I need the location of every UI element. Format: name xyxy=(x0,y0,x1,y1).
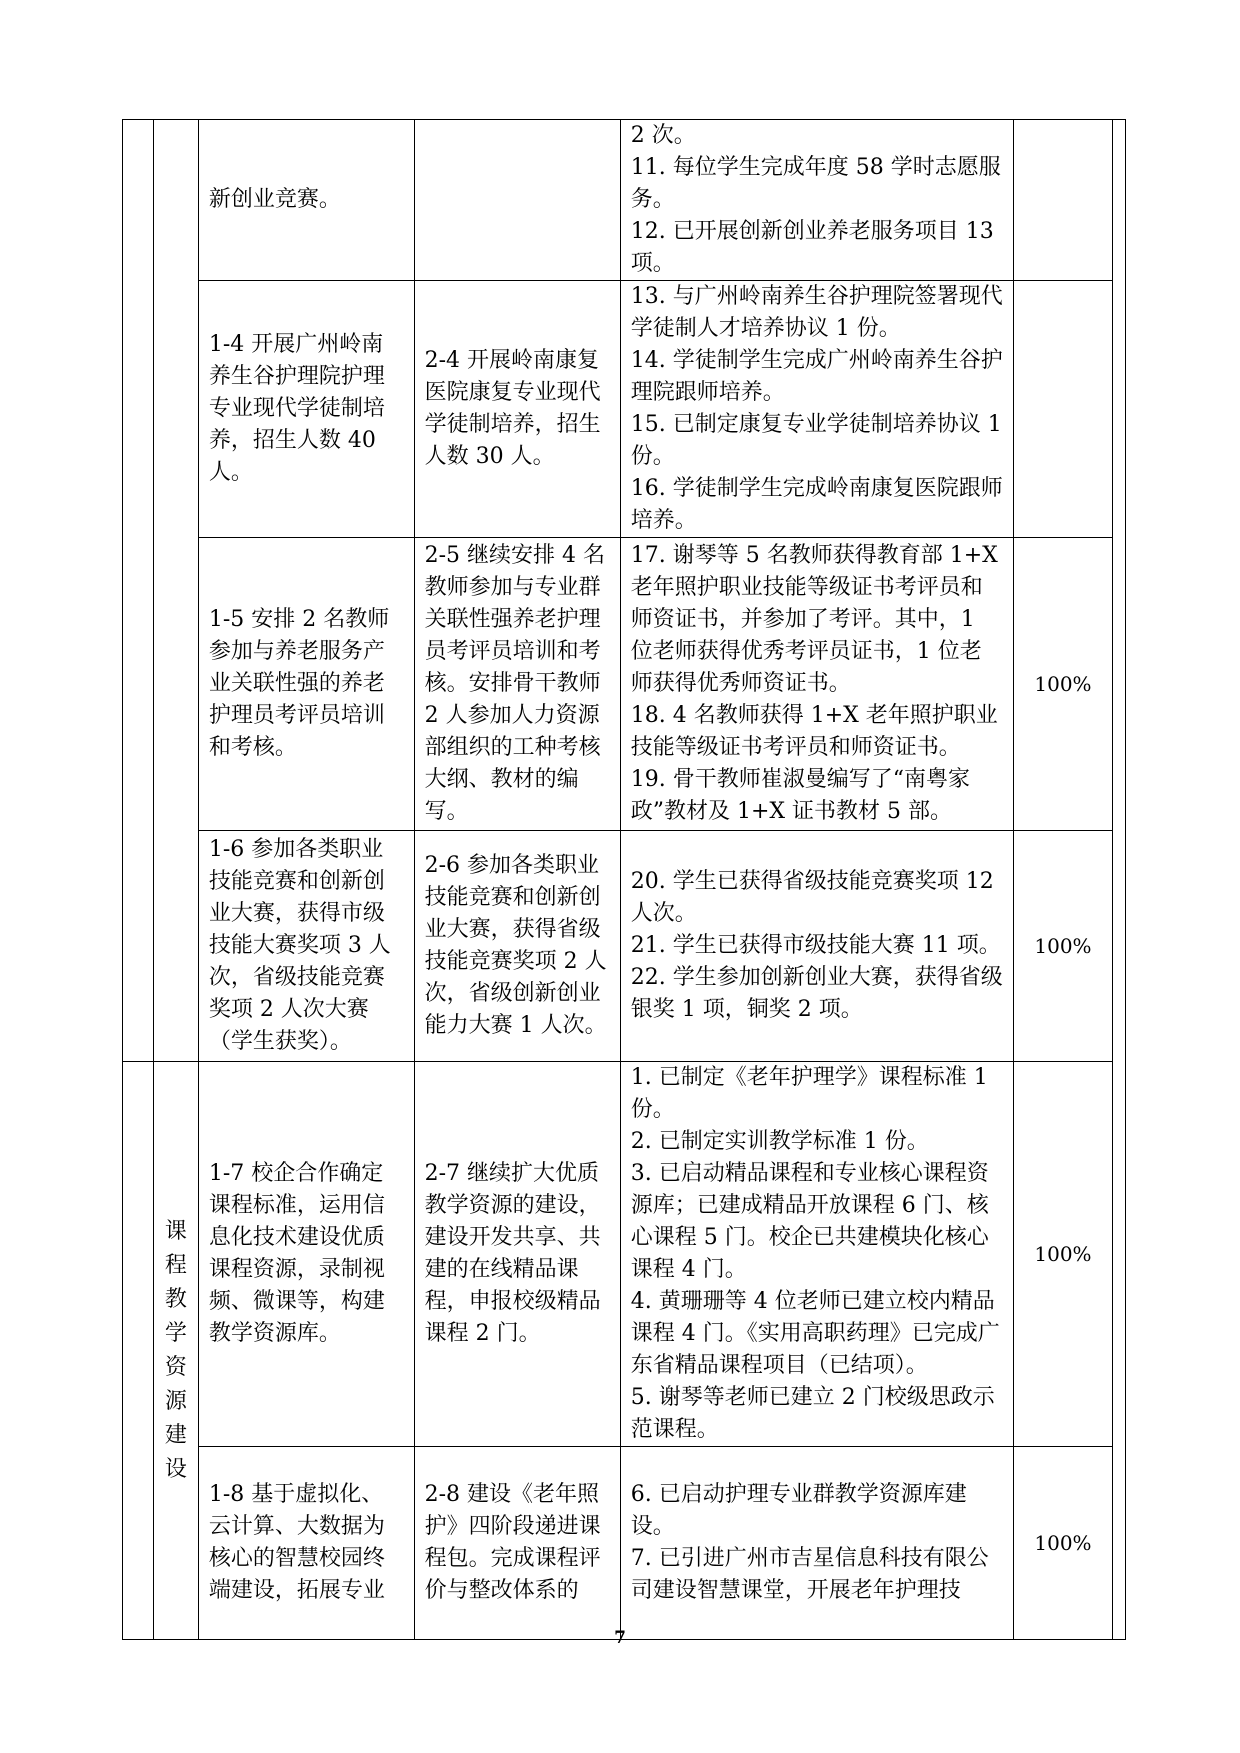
result-item: 2. 已制定实训教学标准 1 份。 xyxy=(630,1129,929,1154)
results-cell xyxy=(620,281,1013,538)
result-item: 3. 已启动精品课程和专业核心课程资源库；已建成精品开放课程 6 门、核心课程 5 门。校企已共建模块化核心课程 4 门。 xyxy=(630,1161,989,1282)
result-item: 1. 已制定《老年护理学》课程标准 1 份。 xyxy=(630,1065,988,1122)
result-item: 2 次。 xyxy=(630,123,696,148)
results-cell xyxy=(620,538,1013,831)
result-item: 22. 学生参加创新创业大赛，获得省级银奖 1 项，铜奖 2 项。 xyxy=(630,965,1003,1022)
goal-2024-cell xyxy=(414,831,620,1062)
results-cell xyxy=(620,1062,1013,1447)
outer-border-cell xyxy=(1113,120,1126,1640)
result-item: 14. 学徒制学生完成广州岭南养生谷护理院跟师培养。 xyxy=(630,348,1003,405)
result-item: 18. 4 名教师获得 1+X 老年照护职业技能等级证书考评员和师资证书。 xyxy=(630,703,998,760)
completion-rate: 100% xyxy=(1034,1242,1092,1266)
result-item: 6. 已启动护理专业群教学资源库建设。 xyxy=(630,1482,967,1539)
goal-2024-cell xyxy=(414,281,620,538)
goal-text: 2-6 参加各类职业技能竞赛和创新创业大赛，获得省级技能竞赛奖项 2 人次，省级创新创业能力大赛 1 人次。 xyxy=(424,853,607,1038)
result-item: 21. 学生已获得市级技能大赛 11 项。 xyxy=(630,933,1001,958)
goal-text: 1-6 参加各类职业技能竞赛和创新创业大赛，获得市级技能大赛奖项 3 人次，省级技能竞赛奖项 2 人次大赛（学生获奖）。 xyxy=(208,837,391,1054)
result-item: 17. 谢琴等 5 名教师获得教育部 1+X 老年照护职业技能等级证书考评员和师资证书，并参加了考评。其中，1 位老师获得优秀考评员证书，1 位老师获得优秀师资证书。 xyxy=(630,543,998,696)
table-row xyxy=(123,1062,1126,1447)
goal-2024-cell xyxy=(414,1062,620,1447)
result-item: 7. 已引进广州市吉星信息科技有限公司建设智慧课堂，开展老年护理技 xyxy=(630,1546,989,1603)
page-number: 7 xyxy=(614,1628,626,1648)
outer-border-cell xyxy=(123,1062,154,1640)
completion-rate-cell xyxy=(1013,1062,1112,1447)
goal-2023-cell xyxy=(198,831,414,1062)
completion-rate-cell xyxy=(1013,120,1112,281)
goal-text: 2-4 开展岭南康复医院康复专业现代学徒制培养，招生人数 30 人。 xyxy=(424,348,601,469)
category-label: 课程教学资源建设 xyxy=(164,1218,187,1482)
progress-table xyxy=(122,119,1126,1640)
results-cell xyxy=(620,831,1013,1062)
goal-2024-cell xyxy=(414,538,620,831)
goal-2024-cell xyxy=(414,120,620,281)
goal-text: 2-7 继续扩大优质教学资源的建设，建设开发共享、共建的在线精品课程，申报校级精品课程 2 门。 xyxy=(424,1161,601,1346)
completion-rate-cell xyxy=(1013,538,1112,831)
goal-2023-cell xyxy=(198,1062,414,1447)
completion-rate-cell xyxy=(1013,831,1112,1062)
table-row xyxy=(123,1447,1126,1640)
completion-rate: 100% xyxy=(1034,1531,1092,1555)
result-item: 4. 黄珊珊等 4 位老师已建立校内精品课程 4 门。《实用高职药理》已完成广东省精品课程项目（已结项）。 xyxy=(630,1289,1000,1378)
goal-text: 新创业竞赛。 xyxy=(208,187,341,212)
goal-2024-cell xyxy=(414,1447,620,1640)
result-item: 16. 学徒制学生完成岭南康复医院跟师培养。 xyxy=(630,476,1003,533)
result-item: 13. 与广州岭南养生谷护理院签署现代学徒制人才培养协议 1 份。 xyxy=(630,284,1003,341)
completion-rate: 100% xyxy=(1034,934,1092,958)
category-cell xyxy=(153,1062,198,1640)
category-cell-empty xyxy=(153,120,198,1062)
result-item: 12. 已开展创新创业养老服务项目 13 项。 xyxy=(630,219,994,276)
result-item: 5. 谢琴等老师已建立 2 门校级思政示范课程。 xyxy=(630,1385,995,1442)
goal-text: 2-5 继续安排 4 名教师参加与专业群关联性强养老护理员考评员培训和考核。安排骨干教师 2 人参加人力资源部组织的工种考核大纲、教材的编写。 xyxy=(424,543,605,824)
goal-2023-cell xyxy=(198,281,414,538)
outer-border-cell xyxy=(123,120,154,1062)
result-item: 11. 每位学生完成年度 58 学时志愿服务。 xyxy=(630,155,1001,212)
completion-rate: 100% xyxy=(1034,672,1092,696)
result-item: 19. 骨干教师崔淑曼编写了“南粤家政”教材及 1+X 证书教材 5 部。 xyxy=(630,767,970,824)
results-cell xyxy=(620,120,1013,281)
goal-text: 1-4 开展广州岭南养生谷护理院护理专业现代学徒制培养，招生人数 40 人。 xyxy=(208,332,385,485)
goal-text: 1-7 校企合作确定课程标准，运用信息化技术建设优质课程资源，录制视频、微课等，构建教学资源库。 xyxy=(208,1161,385,1346)
completion-rate-cell xyxy=(1013,281,1112,538)
goal-2023-cell xyxy=(198,538,414,831)
table-row xyxy=(123,538,1126,831)
result-item: 15. 已制定康复专业学徒制培养协议 1 份。 xyxy=(630,412,1002,469)
results-cell xyxy=(620,1447,1013,1640)
goal-2023-cell xyxy=(198,1447,414,1640)
completion-rate-cell xyxy=(1013,1447,1112,1640)
goal-text: 1-5 安排 2 名教师参加与养老服务产业关联性强的养老护理员考评员培训和考核。 xyxy=(208,607,390,760)
goal-text: 1-8 基于虚拟化、云计算、大数据为核心的智慧校园终端建设，拓展专业 xyxy=(208,1482,385,1603)
table-row xyxy=(123,831,1126,1062)
result-item: 20. 学生已获得省级技能竞赛奖项 12 人次。 xyxy=(630,869,994,926)
table-row xyxy=(123,120,1126,281)
goal-2023-cell xyxy=(198,120,414,281)
table-row xyxy=(123,281,1126,538)
goal-text: 2-8 建设《老年照护》四阶段递进课程包。完成课程评价与整改体系的 xyxy=(424,1482,601,1603)
